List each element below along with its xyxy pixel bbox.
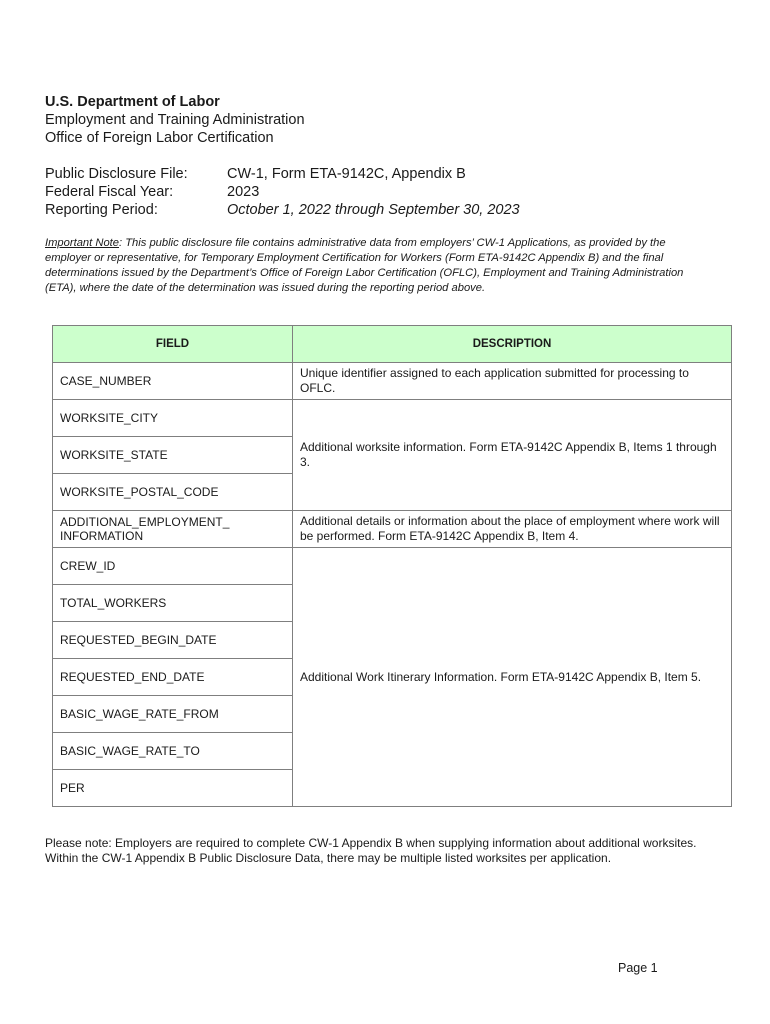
administration-name: Employment and Training Administration bbox=[45, 112, 305, 128]
page-number: Page 1 bbox=[618, 961, 658, 975]
meta-row-reporting-period bbox=[45, 201, 520, 219]
field-name: BASIC_WAGE_RATE_FROM bbox=[53, 696, 293, 733]
meta-row-file bbox=[45, 165, 520, 183]
document-header bbox=[45, 93, 305, 147]
meta-value: October 1, 2022 through September 30, 2023 bbox=[227, 202, 520, 218]
field-name: BASIC_WAGE_RATE_TO bbox=[53, 733, 293, 770]
table-row bbox=[53, 548, 732, 585]
field-name: REQUESTED_END_DATE bbox=[53, 659, 293, 696]
meta-row-fiscal-year bbox=[45, 183, 520, 201]
table-row bbox=[53, 400, 732, 437]
field-name: REQUESTED_BEGIN_DATE bbox=[53, 622, 293, 659]
field-name: WORKSITE_POSTAL_CODE bbox=[53, 474, 293, 511]
field-description: Additional worksite information. Form ETA-9142C Appendix B, Items 1 through 3. bbox=[293, 400, 732, 511]
meta-value: 2023 bbox=[227, 184, 260, 200]
field-description: Additional Work Itinerary Information. Form ETA-9142C Appendix B, Item 5. bbox=[293, 548, 732, 807]
important-note bbox=[45, 236, 685, 296]
meta-label: Public Disclosure File: bbox=[45, 166, 188, 182]
field-name: CREW_ID bbox=[53, 548, 293, 585]
field-description: Unique identifier assigned to each application submitted for processing to OFLC. bbox=[293, 363, 732, 400]
meta-label: Reporting Period: bbox=[45, 202, 158, 218]
appendix-note: Please note: Employers are required to complete CW-1 Appendix B when supplying information about additional worksites. Within the CW-1 Appendix B Public Disclosure Data, there may be multiple listed worksites per application. bbox=[45, 836, 697, 865]
important-note-label: Important Note bbox=[45, 237, 119, 249]
field-name: WORKSITE_CITY bbox=[53, 400, 293, 437]
meta-label: Federal Fiscal Year: bbox=[45, 184, 174, 200]
field-description-table bbox=[52, 325, 732, 807]
table-row bbox=[53, 511, 732, 548]
field-description: Additional details or information about the place of employment where work will be performed. Form ETA-9142C Appendix B, Item 4. bbox=[293, 511, 732, 548]
meta-value: CW-1, Form ETA-9142C, Appendix B bbox=[227, 166, 466, 182]
field-name: TOTAL_WORKERS bbox=[53, 585, 293, 622]
field-name: CASE_NUMBER bbox=[53, 363, 293, 400]
table-header-row bbox=[53, 326, 732, 363]
department-name: U.S. Department of Labor bbox=[45, 94, 220, 110]
field-name: PER bbox=[53, 770, 293, 807]
important-note-text: : This public disclosure file contains administrative data from employers’ CW-1 Applications, as provided by the employer or representative, for Temporary Employment Certification for Workers (Form ETA-9142C Appendix B) and the final determinations issued by the Department’s Office of Foreign Labor Certification (OFLC), Employment and Training Administration (ETA), where the date of the determination was issued during the reporting period above. bbox=[45, 237, 684, 294]
field-column-header: FIELD bbox=[53, 326, 293, 363]
table-row bbox=[53, 363, 732, 400]
description-column-header: DESCRIPTION bbox=[293, 326, 732, 363]
field-name: ADDITIONAL_EMPLOYMENT_ INFORMATION bbox=[53, 511, 293, 548]
field-name: WORKSITE_STATE bbox=[53, 437, 293, 474]
file-metadata bbox=[45, 165, 520, 219]
office-name: Office of Foreign Labor Certification bbox=[45, 130, 274, 146]
